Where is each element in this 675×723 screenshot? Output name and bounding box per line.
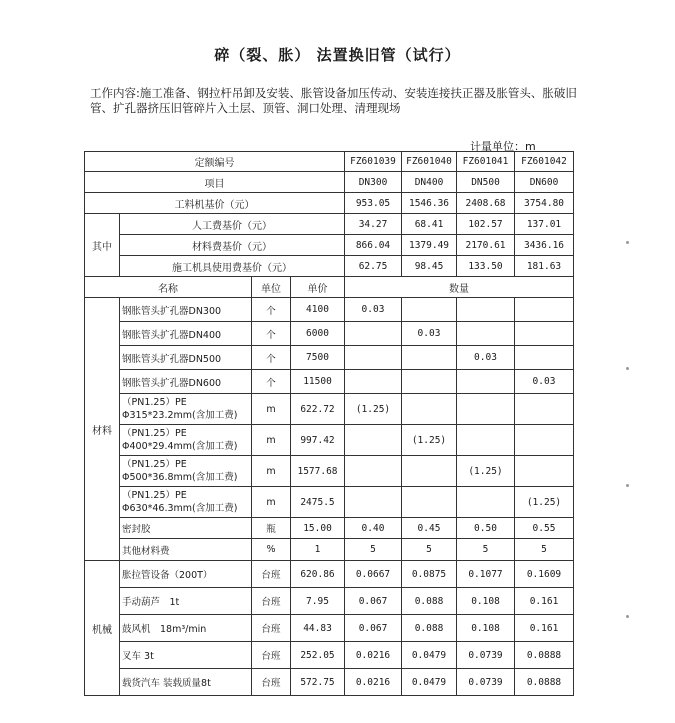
material-name: [120, 456, 252, 487]
machinery-qty: 0.088: [402, 588, 457, 615]
row-code: [85, 152, 574, 172]
pe-spec-line1: （PN1.25）PE: [122, 490, 187, 501]
material-name: 钢胀管头扩孔器DN500: [120, 346, 252, 370]
code-label: 定额编号: [85, 152, 345, 172]
material-qty: [345, 456, 402, 487]
machinery-row: [85, 615, 574, 642]
material-unit: m: [252, 394, 291, 425]
material-name: 钢胀管头扩孔器DN400: [120, 322, 252, 346]
material-qty: 5: [457, 539, 515, 561]
row-labor: [85, 214, 574, 235]
material-price: 7500: [291, 346, 345, 370]
material-qty: [402, 370, 457, 394]
material-unit: 个: [252, 370, 291, 394]
material-qty: 0.03: [402, 322, 457, 346]
material-name: 密封胶: [120, 518, 252, 539]
material-qty: [515, 346, 574, 370]
labor-1: 34.27: [345, 214, 402, 235]
material-row: [85, 487, 574, 518]
material-qty: [515, 425, 574, 456]
material-price: 15.00: [291, 518, 345, 539]
material-row: [85, 456, 574, 487]
machinery-qty: 0.161: [515, 588, 574, 615]
machinery-qty: 0.0888: [515, 642, 574, 669]
base-4: 3754.80: [515, 193, 574, 214]
among-label: 其中: [85, 214, 120, 277]
machinery-qty: 0.161: [515, 615, 574, 642]
machine-3: 133.50: [457, 256, 515, 277]
base-3: 2408.68: [457, 193, 515, 214]
labor-4: 137.01: [515, 214, 574, 235]
machinery-unit: 台班: [252, 588, 291, 615]
machinery-row: [85, 588, 574, 615]
material-unit: 个: [252, 346, 291, 370]
material-price: 6000: [291, 322, 345, 346]
machinery-name: 叉车 3t: [120, 642, 252, 669]
material-price: 1577.68: [291, 456, 345, 487]
material-qty: [515, 456, 574, 487]
material-qty: [515, 322, 574, 346]
pe-spec-line1: （PN1.25）PE: [122, 397, 187, 408]
machine-label: 施工机具使用费基价（元）: [120, 256, 345, 277]
material-qty: [402, 487, 457, 518]
material-qty: [457, 394, 515, 425]
machinery-qty: 0.108: [457, 588, 515, 615]
item-label: 项目: [85, 172, 345, 193]
material-qty: [402, 456, 457, 487]
material-qty: [457, 322, 515, 346]
material-row: [85, 394, 574, 425]
item-1: DN300: [345, 172, 402, 193]
material-1: 866.04: [345, 235, 402, 256]
row-base: [85, 193, 574, 214]
work-content: 工作内容:施工准备、钢拉杆吊卸及安装、胀管设备加压传动、安装连接扶正器及胀管头、胀破旧管、扩孔器挤压旧管碎片入土层、顶管、洞口处理、清理现场: [90, 86, 577, 115]
machinery-price: 44.83: [291, 615, 345, 642]
material-2: 1379.49: [402, 235, 457, 256]
material-row: [85, 298, 574, 322]
machinery-qty: 0.0479: [402, 669, 457, 696]
labor-2: 68.41: [402, 214, 457, 235]
material-qty: [402, 298, 457, 322]
material-unit: m: [252, 456, 291, 487]
material-qty: [457, 487, 515, 518]
row-material: [85, 235, 574, 256]
material-unit: 个: [252, 298, 291, 322]
page-title: 碎（裂、胀） 法置换旧管（试行）: [214, 46, 461, 64]
material-name: 钢胀管头扩孔器DN600: [120, 370, 252, 394]
material-qty: (1.25): [345, 394, 402, 425]
material-unit: 个: [252, 322, 291, 346]
material-qty: [345, 370, 402, 394]
material-qty: [515, 394, 574, 425]
code-1: FZ601039: [345, 152, 402, 172]
row-machine: [85, 256, 574, 277]
material-price: 622.72: [291, 394, 345, 425]
machinery-qty: 0.108: [457, 615, 515, 642]
material-4: 3436.16: [515, 235, 574, 256]
pe-spec-line2: Φ630*46.3mm(含加工费): [122, 503, 238, 514]
material-qty: (1.25): [457, 456, 515, 487]
material-unit: m: [252, 425, 291, 456]
pe-spec-line1: （PN1.25）PE: [122, 428, 187, 439]
material-qty: [402, 394, 457, 425]
material-unit: m: [252, 487, 291, 518]
materials-group-label: 材料: [85, 298, 120, 561]
material-qty: 0.03: [345, 298, 402, 322]
material-qty: [345, 487, 402, 518]
machinery-qty: 0.0875: [402, 561, 457, 588]
labor-label: 人工费基价（元）: [120, 214, 345, 235]
item-3: DN500: [457, 172, 515, 193]
machinery-unit: 台班: [252, 615, 291, 642]
material-qty: 0.45: [402, 518, 457, 539]
material-qty: (1.25): [402, 425, 457, 456]
material-price: 1: [291, 539, 345, 561]
item-4: DN600: [515, 172, 574, 193]
base-label: 工料机基价（元）: [85, 193, 345, 214]
material-qty: [345, 425, 402, 456]
machinery-price: 572.75: [291, 669, 345, 696]
material-row: [85, 518, 574, 539]
machinery-unit: 台班: [252, 669, 291, 696]
machine-2: 98.45: [402, 256, 457, 277]
machinery-name: 鼓风机 18m³/min: [120, 615, 252, 642]
material-row: [85, 346, 574, 370]
machinery-qty: 0.0739: [457, 642, 515, 669]
material-price: 2475.5: [291, 487, 345, 518]
pe-spec-line2: Φ400*29.4mm(含加工费): [122, 441, 238, 452]
material-qty: [345, 346, 402, 370]
material-3: 2170.61: [457, 235, 515, 256]
pe-spec-line2: Φ315*23.2mm(含加工费): [122, 410, 238, 421]
machine-4: 181.63: [515, 256, 574, 277]
pe-spec-line2: Φ500*36.8mm(含加工费): [122, 472, 238, 483]
col-qty: 数量: [345, 277, 574, 298]
machinery-name: 手动葫芦 1t: [120, 588, 252, 615]
machinery-row: [85, 642, 574, 669]
labor-3: 102.57: [457, 214, 515, 235]
machinery-unit: 台班: [252, 642, 291, 669]
material-name: [120, 487, 252, 518]
material-price: 11500: [291, 370, 345, 394]
machinery-qty: 0.067: [345, 615, 402, 642]
machinery-group-label: 机械: [85, 561, 120, 696]
machinery-row: [85, 669, 574, 696]
material-price: 997.42: [291, 425, 345, 456]
material-qty: [457, 298, 515, 322]
material-qty: [457, 425, 515, 456]
measure-unit: 计量单位：m: [470, 140, 536, 153]
material-qty: [402, 346, 457, 370]
material-name: [120, 425, 252, 456]
material-qty: 5: [515, 539, 574, 561]
material-price: 4100: [291, 298, 345, 322]
pe-spec-line1: （PN1.25）PE: [122, 459, 187, 470]
machinery-qty: 0.067: [345, 588, 402, 615]
material-unit: 瓶: [252, 518, 291, 539]
material-qty: [345, 322, 402, 346]
material-unit: %: [252, 539, 291, 561]
machinery-price: 620.86: [291, 561, 345, 588]
code-4: FZ601042: [515, 152, 574, 172]
material-row: [85, 425, 574, 456]
material-row: [85, 370, 574, 394]
machinery-qty: 0.088: [402, 615, 457, 642]
machine-1: 62.75: [345, 256, 402, 277]
quota-table: [84, 151, 574, 696]
machinery-qty: 0.0667: [345, 561, 402, 588]
col-price: 单价: [291, 277, 345, 298]
material-name: 其他材料费: [120, 539, 252, 561]
machinery-name: 载货汽车 装载质量8t: [120, 669, 252, 696]
machinery-row: [85, 561, 574, 588]
material-qty: 5: [345, 539, 402, 561]
material-row: [85, 539, 574, 561]
machinery-qty: 0.1609: [515, 561, 574, 588]
row-colheads: [85, 277, 574, 298]
material-qty: 0.03: [515, 370, 574, 394]
material-label: 材料费基价（元）: [120, 235, 345, 256]
material-qty: 5: [402, 539, 457, 561]
machinery-name: 胀拉管设备（200T）: [120, 561, 252, 588]
material-qty: 0.50: [457, 518, 515, 539]
material-qty: 0.55: [515, 518, 574, 539]
machinery-qty: 0.1077: [457, 561, 515, 588]
col-unit: 单位: [252, 277, 291, 298]
material-qty: 0.40: [345, 518, 402, 539]
material-name: 钢胀管头扩孔器DN300: [120, 298, 252, 322]
machinery-qty: 0.0216: [345, 669, 402, 696]
material-name: [120, 394, 252, 425]
machinery-price: 252.05: [291, 642, 345, 669]
material-row: [85, 322, 574, 346]
material-qty: 0.03: [457, 346, 515, 370]
item-2: DN400: [402, 172, 457, 193]
machinery-qty: 0.0888: [515, 669, 574, 696]
row-item: [85, 172, 574, 193]
machinery-qty: 0.0216: [345, 642, 402, 669]
machinery-unit: 台班: [252, 561, 291, 588]
code-3: FZ601041: [457, 152, 515, 172]
code-2: FZ601040: [402, 152, 457, 172]
col-name: 名称: [85, 277, 252, 298]
base-2: 1546.36: [402, 193, 457, 214]
base-1: 953.05: [345, 193, 402, 214]
material-qty: [457, 370, 515, 394]
machinery-qty: 0.0479: [402, 642, 457, 669]
machinery-qty: 0.0739: [457, 669, 515, 696]
material-qty: [515, 298, 574, 322]
machinery-price: 7.95: [291, 588, 345, 615]
material-qty: (1.25): [515, 487, 574, 518]
